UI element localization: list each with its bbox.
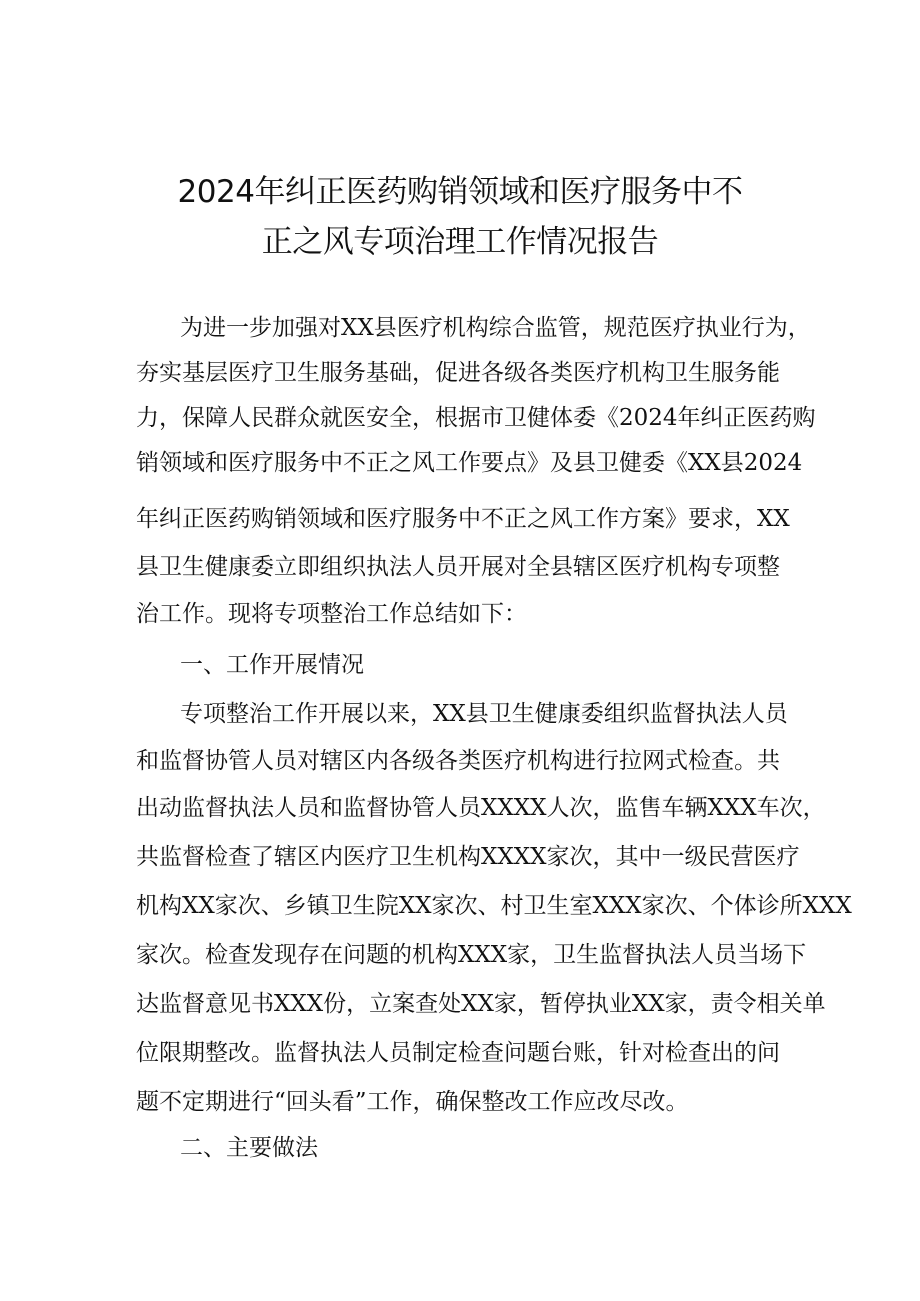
paragraph-line: 专项整治工作开展以来，XX县卫生健康委组织监督执法人员 xyxy=(180,701,788,727)
paragraph-line: 位限期整改。监督执法人员制定检查问题台账，针对检查出的问 xyxy=(136,1040,780,1066)
paragraph-line: 共监督检查了辖区内医疗卫生机构XXXX家次，其中一级民营医疗 xyxy=(136,844,800,870)
paragraph-line: 题不定期进行“回头看”工作，确保整改工作应改尽改。 xyxy=(136,1089,689,1115)
section-heading-2: 二、主要做法 xyxy=(180,1135,318,1161)
paragraph-line: 力，保障人民群众就医安全，根据市卫健体委《2024年纠正医药购 xyxy=(136,405,816,431)
paragraph-line: 达监督意见书XXX份，立案查处XX家，暂停执业XX家，责令相关单 xyxy=(136,991,826,1017)
document-title-line-2: 正之风专项治理工作情况报告 xyxy=(261,224,659,260)
paragraph-line: 出动监督执法人员和监督协管人员XXXX人次，监售车辆XXX车次， xyxy=(136,795,826,821)
paragraph-line: 和监督协管人员对辖区内各级各类医疗机构进行拉网式检查。共 xyxy=(136,748,780,774)
paragraph-line: 年纠正医药购销领域和医疗服务中不正之风工作方案》要求，XX xyxy=(136,506,790,532)
paragraph-line: 县卫生健康委立即组织执法人员开展对全县辖区医疗机构专项整 xyxy=(136,554,780,580)
section-heading-1: 一、工作开展情况 xyxy=(180,652,364,678)
paragraph-line: 机构XX家次、乡镇卫生院XX家次、村卫生室XXX家次、个体诊所XXX xyxy=(136,893,852,919)
paragraph-line: 为进一步加强对XX县医疗机构综合监管，规范医疗执业行为， xyxy=(180,315,811,341)
paragraph-line: 夯实基层医疗卫生服务基础，促进各级各类医疗机构卫生服务能 xyxy=(136,360,780,386)
paragraph-line: 销领域和医疗服务中不正之风工作要点》及县卫健委《XX县2024 xyxy=(136,450,803,476)
paragraph-line: 治工作。现将专项整治工作总结如下： xyxy=(136,601,527,627)
paragraph-line: 家次。检查发现存在问题的机构XXX家，卫生监督执法人员当场下 xyxy=(136,942,807,968)
document-title-line-1: 2024年纠正医药购销领域和医疗服务中不 xyxy=(177,174,743,210)
